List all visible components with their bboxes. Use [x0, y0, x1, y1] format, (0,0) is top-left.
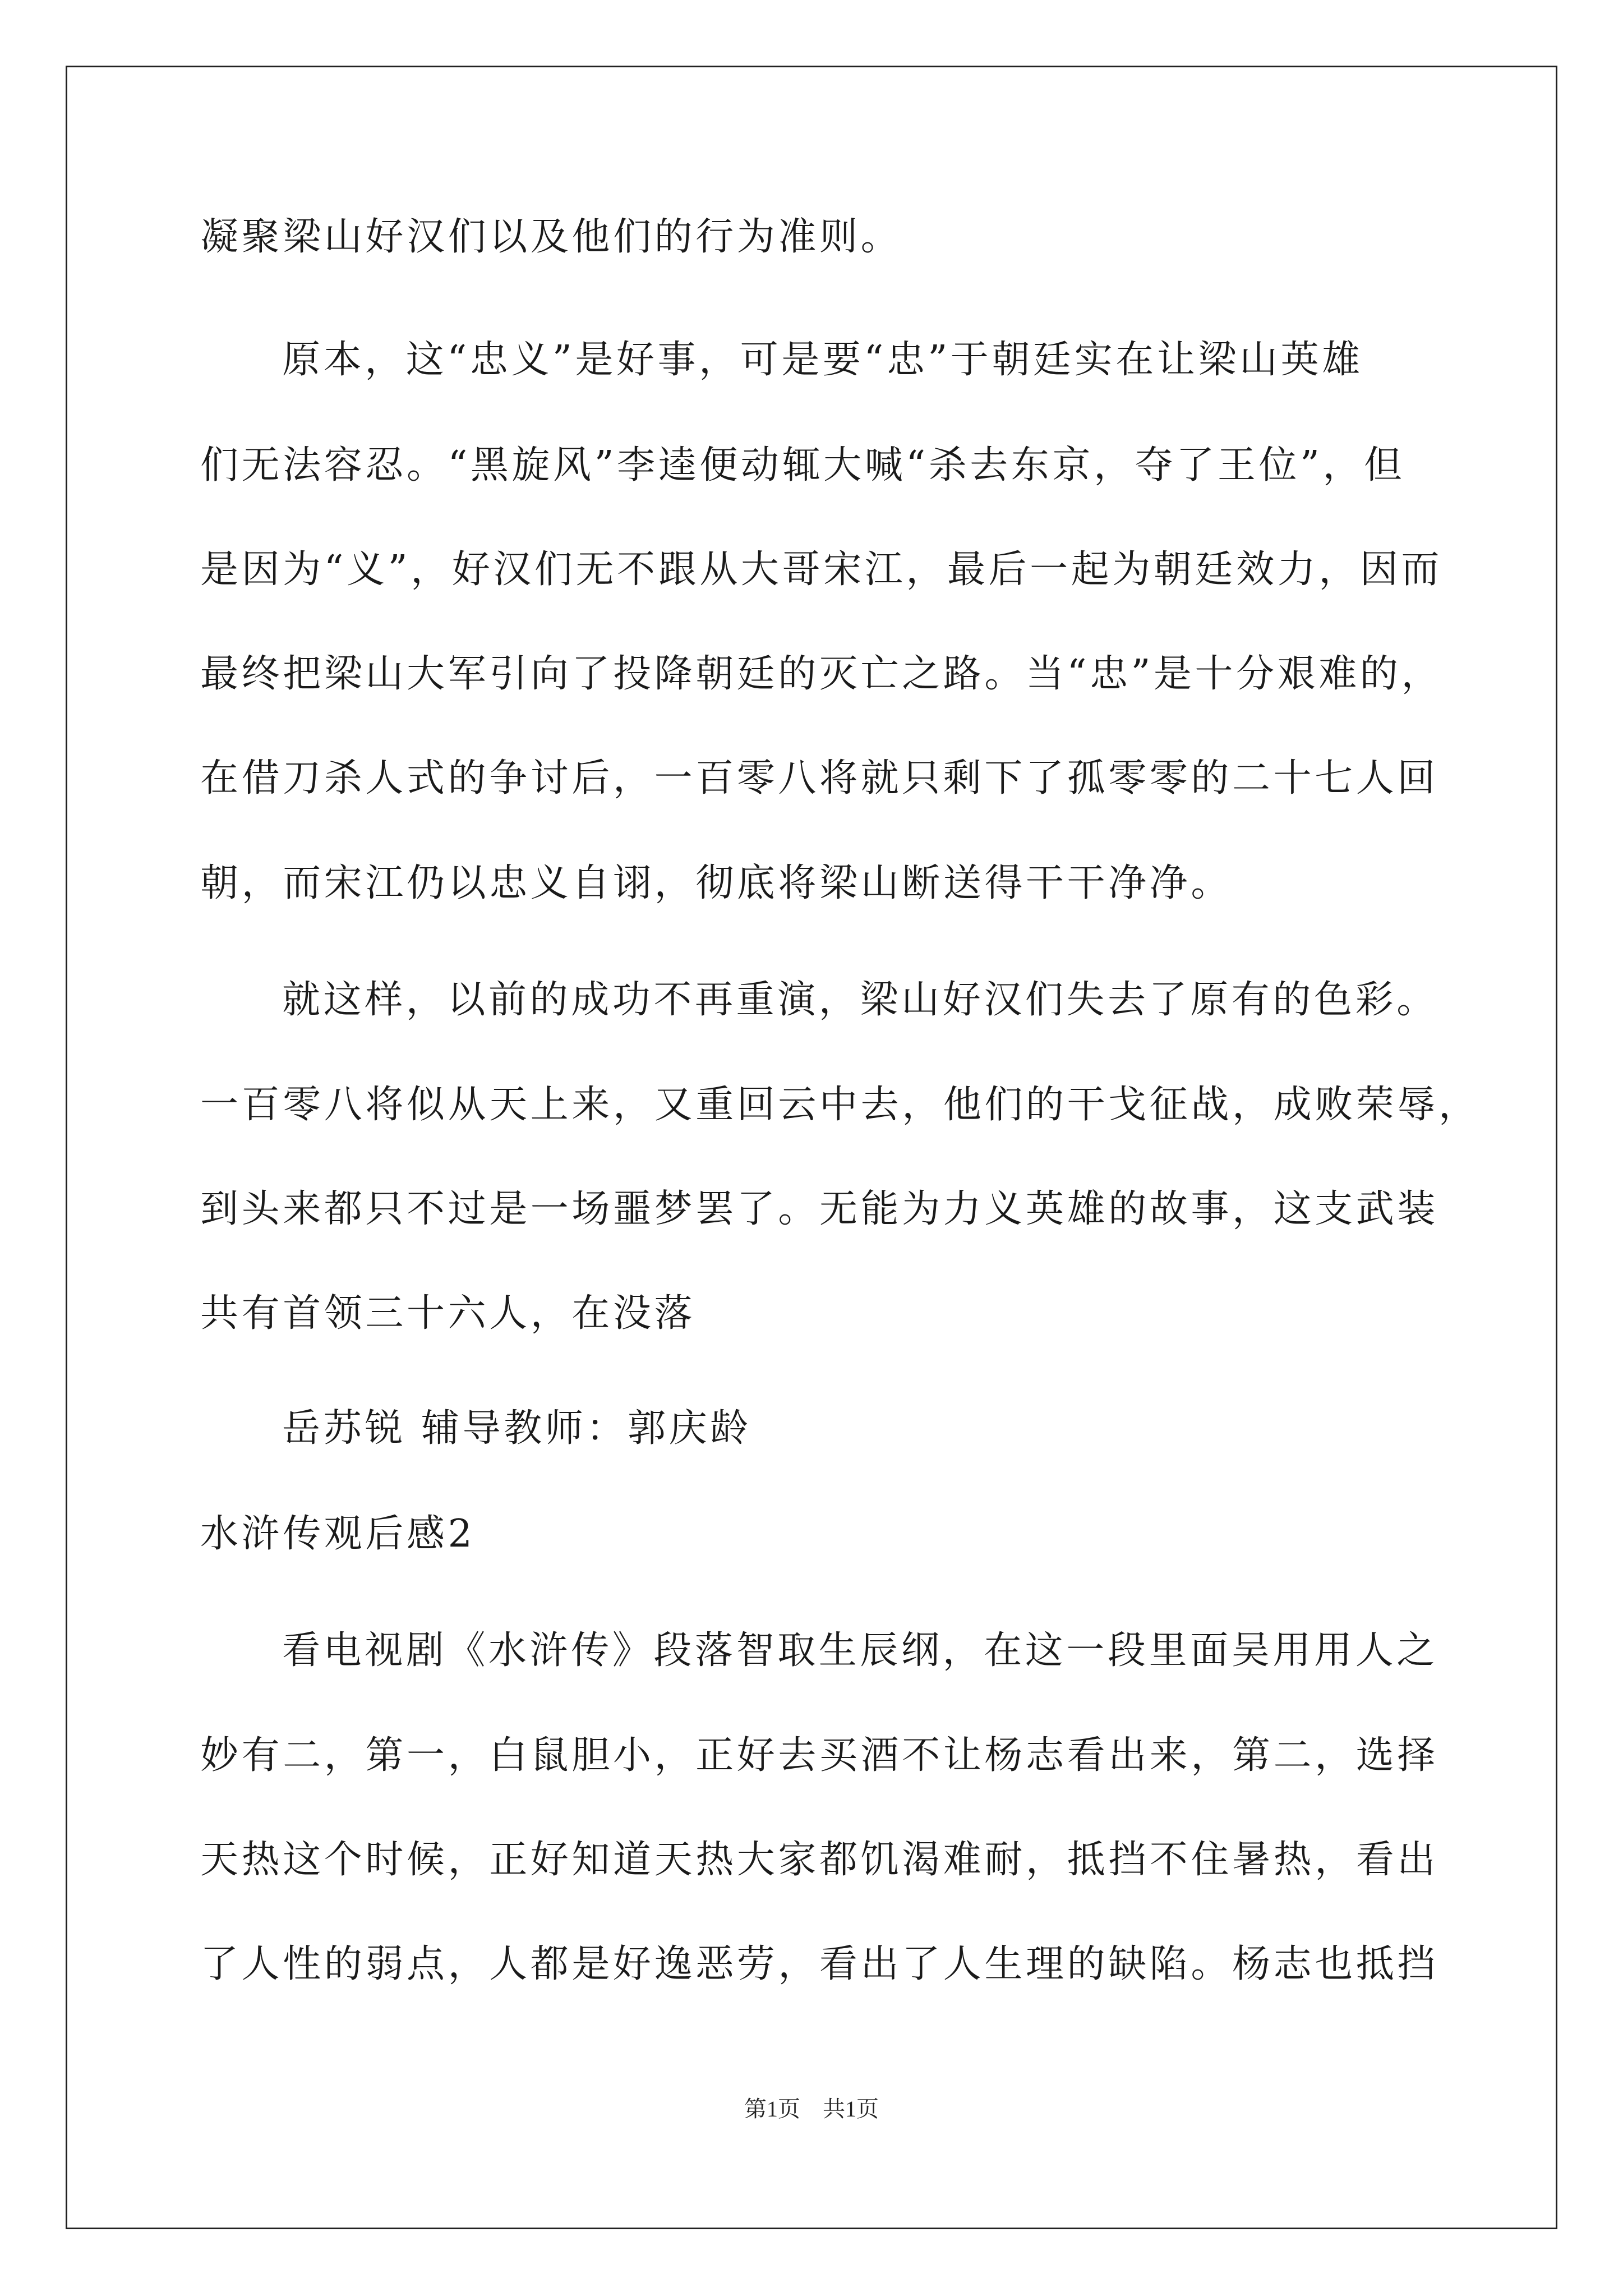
- page-footer: 第1页 共1页: [744, 2096, 879, 2122]
- text-line: 妙有二，第一，白鼠胆小，正好去买酒不让杨志看出来，第二，选择: [200, 1733, 1439, 1778]
- text-line: 到头来都只不过是一场噩梦罢了。无能为力义英雄的故事，这支武装: [200, 1187, 1439, 1231]
- paragraph-start-line: 原本，这“忠义”是好事，可是要“忠”于朝廷实在让梁山英雄: [282, 338, 1363, 382]
- section-title: 水浒传观后感2: [200, 1512, 476, 1556]
- text-line: 是因为“义”，好汉们无不跟从大哥宋江，最后一起为朝廷效力，因而: [200, 547, 1443, 592]
- paragraph-start-line: 看电视剧《水浒传》段落智取生辰纲，在这一段里面吴用用人之: [282, 1628, 1438, 1673]
- text-line: 朝，而宋江仍以忠义自诩，彻底将梁山断送得干干净净。: [200, 861, 1233, 905]
- text-line: 最终把梁山大军引向了投降朝廷的灭亡之路。当“忠”是十分艰难的，: [200, 652, 1443, 696]
- text-line: 共有首领三十六人，在没落: [200, 1291, 696, 1336]
- text-line: 了人性的弱点，人都是好逸恶劳，看出了人生理的缺陷。杨志也抵挡: [200, 1942, 1439, 1986]
- paragraph-start-line: 就这样，以前的成功不再重演，梁山好汉们失去了原有的色彩。: [282, 978, 1438, 1022]
- author-line: 岳苏锐 辅导教师：郭庆龄: [282, 1406, 751, 1451]
- page-border: [66, 66, 1557, 2229]
- text-line: 凝聚梁山好汉们以及他们的行为准则。: [200, 215, 902, 259]
- text-line: 一百零八将似从天上来，又重回云中去，他们的干戈征战，成败荣辱，: [200, 1083, 1480, 1127]
- text-line: 们无法容忍。“黑旋风”李逵便动辄大喊“杀去东京，夺了王位”，但: [200, 443, 1405, 487]
- text-line: 在借刀杀人式的争讨后，一百零八将就只剩下了孤零零的二十七人回: [200, 756, 1439, 800]
- text-line: 天热这个时候，正好知道天热大家都饥渴难耐，抵挡不住暑热，看出: [200, 1838, 1439, 1882]
